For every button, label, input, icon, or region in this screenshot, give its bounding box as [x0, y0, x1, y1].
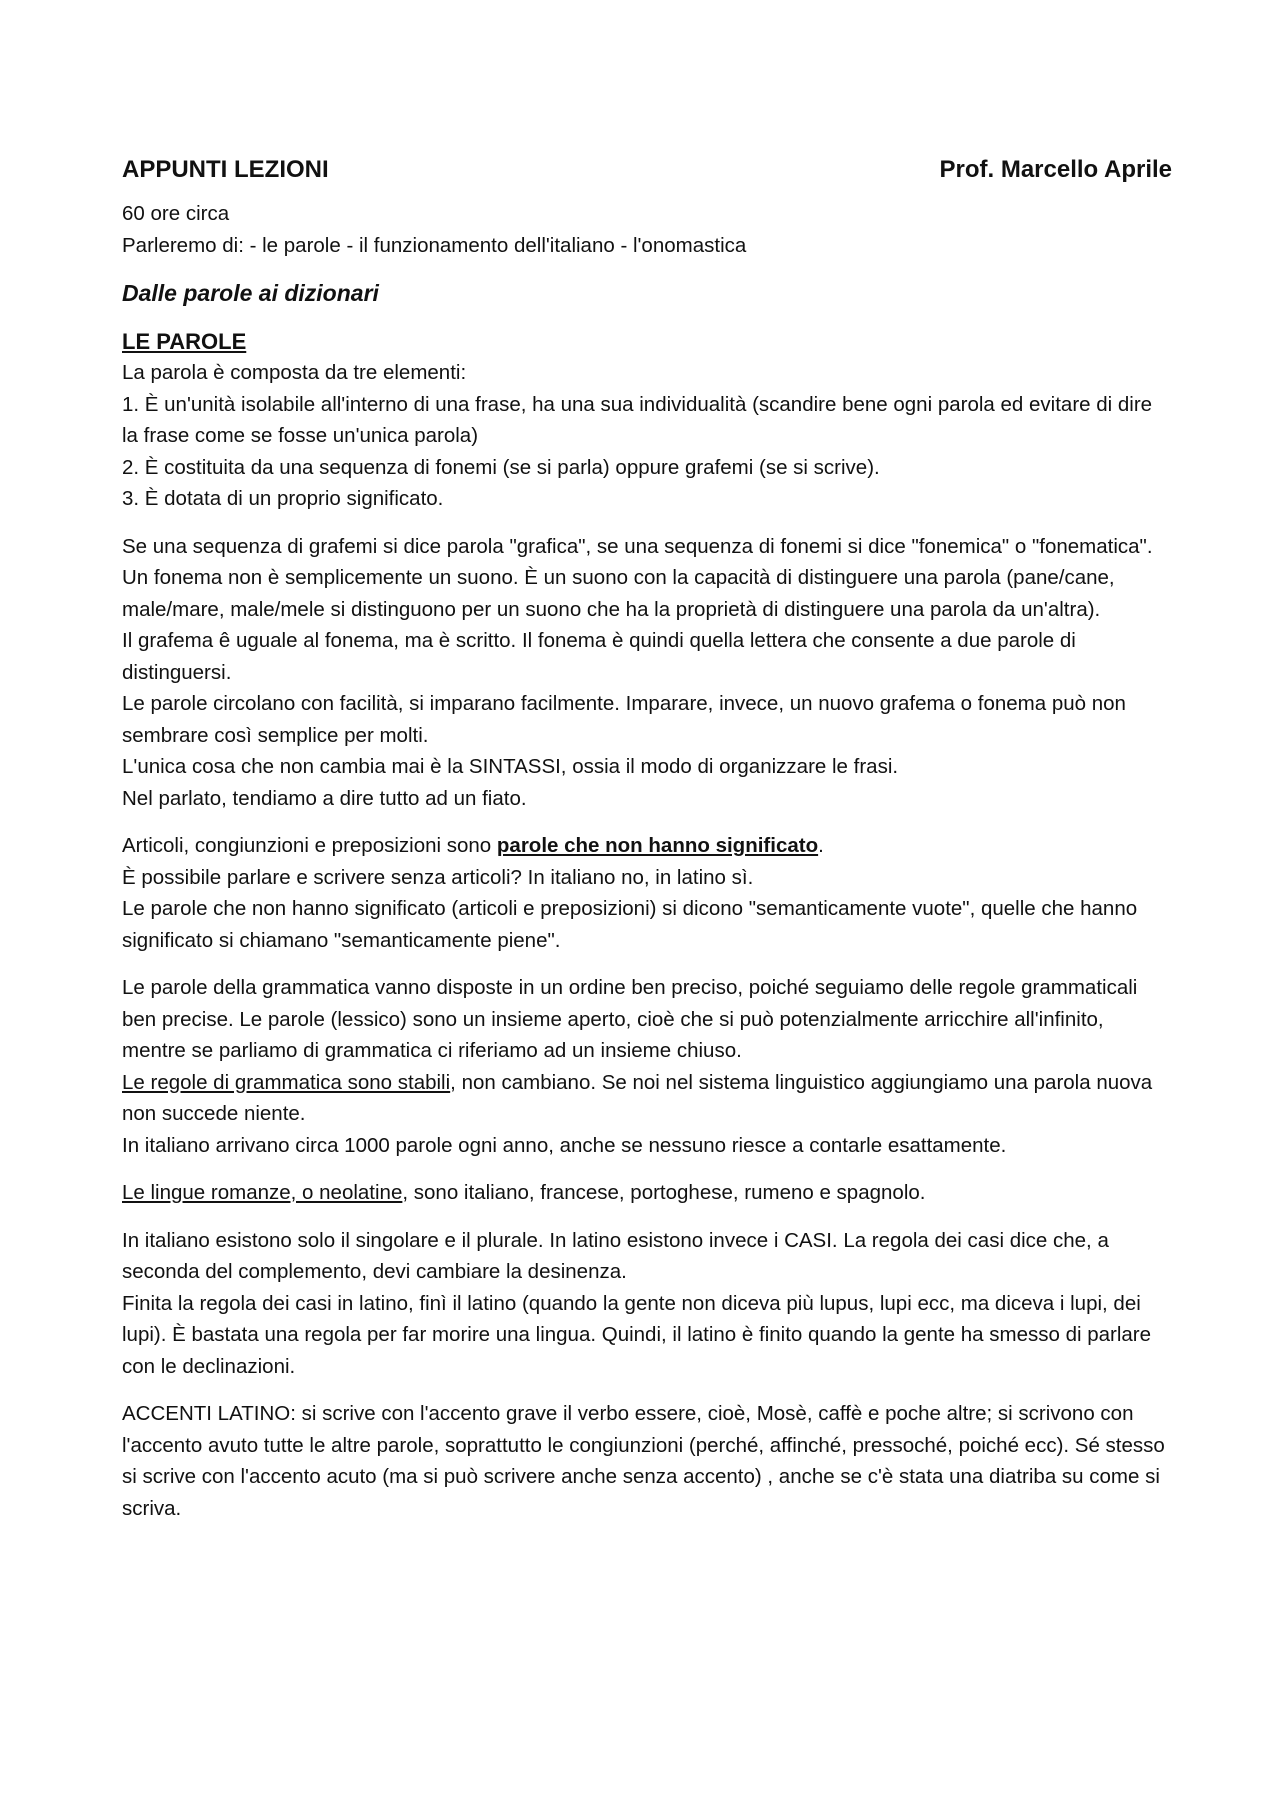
text-run: .	[818, 834, 824, 857]
paragraph-line	[122, 1177, 1172, 1209]
section-subtitle: Dalle parole ai dizionari	[122, 280, 379, 306]
intro-topics: Parleremo di: - le parole - il funzionamento dell'italiano - l'onomastica	[122, 233, 747, 257]
intro-block	[122, 198, 1172, 261]
paragraph-line	[122, 1067, 1172, 1130]
underlined-text: Le lingue romanze, o neolatine	[122, 1181, 403, 1204]
text-run: , sono italiano, francese, portoghese, rumeno e spagnolo.	[402, 1181, 926, 1204]
text-run: Articoli, congiunzioni e preposizioni sono	[122, 834, 497, 857]
underlined-text: Le regole di grammatica sono stabili	[122, 1070, 451, 1094]
paragraph-line: In italiano arrivano circa 1000 parole ogni anno, anche se nessuno riesce a contarle esattamente.	[122, 1133, 1007, 1157]
grammatica-paragraph	[122, 972, 1172, 1161]
paragraph-line: Nel parlato, tendiamo a dire tutto ad un fiato.	[122, 786, 527, 810]
paragraph-line: ACCENTI LATINO: si scrive con l'accento grave il verbo essere, cioè, Mosè, caffè e poche altre; si scrivono con l'accento avuto tutte le altre parole, soprattutto le congiunzioni (perché, affinché, pressoché, poiché ecc). Sé stesso si scrive con l'accento acuto (ma si può scrivere anche senza accento) , anche se c'è stata una diatriba su come si scriva.	[122, 1402, 1165, 1520]
le-parole-block	[122, 327, 1172, 515]
paragraph-line: Le parole che non hanno significato (articoli e preposizioni) si dicono "semanticamente vuote", quelle che hanno significato si chiamano "semanticamente piene".	[122, 897, 1138, 952]
paragraph-line: La parola è composta da tre elementi:	[122, 361, 467, 384]
casi-paragraph	[122, 1225, 1172, 1383]
list-item: 2. È costituita da una sequenza di fonemi (se si parla) oppure grafemi (se si scrive).	[122, 455, 880, 479]
paragraph-line: Le parole circolano con facilità, si imparano facilmente. Imparare, invece, un nuovo grafema o fonema può non sembrare così semplice per molti.	[122, 692, 1126, 747]
paragraph-line: Le parole della grammatica vanno disposte in un ordine ben preciso, poiché seguiamo delle regole grammaticali ben precise. Le parole (lessico) sono un insieme aperto, cioè che si può potenzialmente arricchire all'infinito, mentre se parliamo di grammatica ci riferiamo ad un insieme chiuso.	[122, 976, 1138, 1062]
paragraph-line: Se una sequenza di grafemi si dice parola "grafica", se una sequenza di fonemi si dice "fonemica" o "fonematica". Un fonema non è semplicemente un suono. È un suono con la capacità di distinguere una parola (pane/cane, male/mare, male/mele si distinguono per un suono che ha la proprietà di distinguere una parola da un'altra).	[122, 534, 1153, 621]
paragraph-line: In italiano esistono solo il singolare e il plurale. In latino esistono invece i CASI. La regola dei casi dice che, a seconda del complemento, devi cambiare la desinenza.	[122, 1228, 1109, 1283]
paragraph-line: Il grafema ê uguale al fonema, ma è scritto. Il fonema è quindi quella lettera che consente a due parole di distinguersi.	[122, 629, 1076, 684]
paragraph-line: Finita la regola dei casi in latino, finì il latino (quando la gente non diceva più lupus, lupi ecc, ma diceva i lupi, dei lupi). È bastata una regola per far morire una lingua. Quindi, il latino è finito quando la gente ha smesso di parlare con le declinazioni.	[122, 1291, 1152, 1378]
fonemi-paragraph	[122, 531, 1172, 815]
author-name: Prof. Marcello Aprile	[939, 156, 1172, 183]
list-item: 3. È dotata di un proprio significato.	[122, 487, 444, 510]
list-item: 1. È un'unità isolabile all'interno di una frase, ha una sua individualità (scandire bene ogni parola ed evitare di dire la frase come se fosse un'unica parola)	[122, 392, 1153, 447]
romanze-paragraph	[122, 1177, 1172, 1209]
paragraph-line: È possibile parlare e scrivere senza articoli? In italiano no, in latino sì.	[122, 865, 754, 889]
section-heading: LE PAROLE	[122, 329, 247, 354]
emphasized-text: parole che non hanno significato	[496, 834, 819, 857]
text-run: , non cambiano. Se noi nel sistema linguistico aggiungiamo una parola nuova non succede niente.	[122, 1070, 1153, 1125]
paragraph-line: L'unica cosa che non cambia mai è la SINTASSI, ossia il modo di organizzare le frasi.	[122, 755, 899, 778]
paragraph-line	[122, 830, 1172, 862]
articoli-paragraph	[122, 830, 1172, 956]
intro-hours: 60 ore circa	[122, 202, 230, 225]
document-page	[122, 156, 1172, 1540]
accenti-paragraph	[122, 1398, 1172, 1524]
document-title: APPUNTI LEZIONI	[122, 156, 329, 183]
document-header	[122, 156, 1172, 184]
